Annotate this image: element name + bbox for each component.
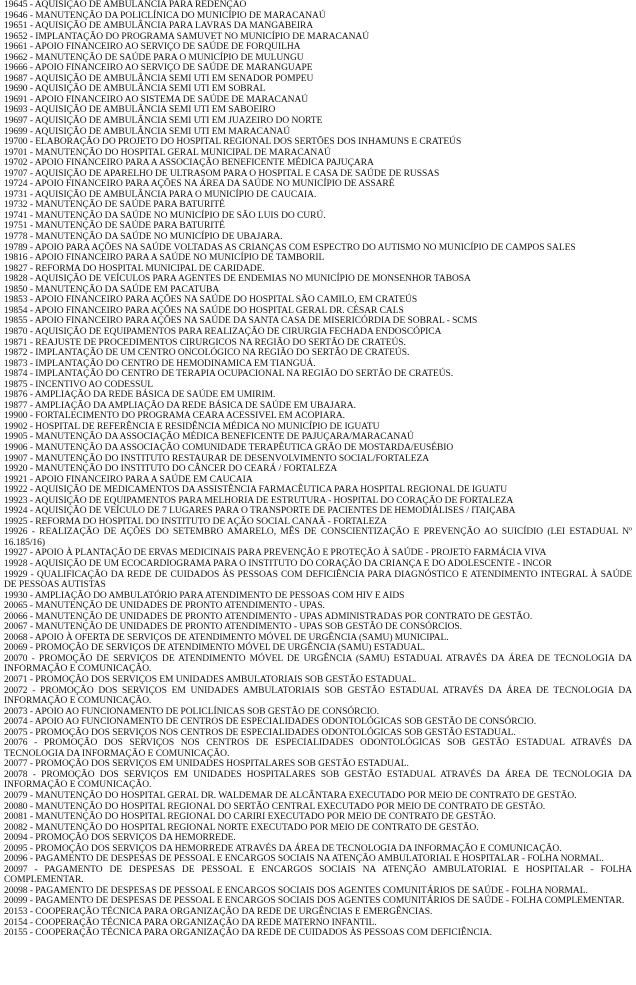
list-item: 19778 - MANUTENÇÃO DA SAÚDE NO MUNICÍPIO DE UBAJARA. bbox=[4, 232, 283, 243]
list-item: 20077 - PROMOÇÃO DOS SERVIÇOS EM UNIDADES HOSPITALARES SOB GESTÃO ESTADUAL. bbox=[4, 759, 409, 770]
list-item: 19927 - APOIO À PLANTAÇÃO DE ERVAS MEDICINAIS PARA PREVENÇÃO E PROTEÇÃO À SAÚDE - PROJETO FARMÁCIA VIVA bbox=[4, 548, 547, 559]
list-item: 19906 - MANUTENÇÃO DA ASSOCIAÇÃO COMUNIDADE TERAPÊUTICA GRÃO DE MOSTARDA/EUSÉBIO bbox=[4, 442, 454, 453]
list-item: 20079 - MANUTENÇÃO DO HOSPITAL GERAL DR. WALDEMAR DE ALCÂNTARA EXECUTADO POR MEIO DE CONTRATO DE GESTÃO. bbox=[4, 791, 577, 802]
list-item: 20153 - COOPERAÇÃO TÉCNICA PARA ORGANIZAÇÃO DA REDE DE URGÊNCIAS E EMERGÊNCIAS. bbox=[4, 907, 433, 918]
list-item: 19877 - AMPLIAÇÃO DA AMPLIAÇÃO DA REDE BÁSICA DE SAÚDE EM UBAJARA. bbox=[4, 400, 356, 411]
list-item: 19871 - REAJUSTE DE PROCEDIMENTOS CIRURGICOS NA REGIÃO DO SERTÃO DE CRATEÚS. bbox=[4, 337, 406, 348]
list-item: 19816 - APOIO FINANCEIRO PARA A SAÚDE NO MUNICÍPIO DE TAMBORIL bbox=[4, 253, 325, 264]
list-item: 20095 - PROMOÇÃO DOS SERVIÇOS DA HEMORREDE ATRAVÉS DA ÁREA DE TECNOLOGIA DA INFORMAÇÃO E COMUNICAÇÃO. bbox=[4, 843, 562, 854]
list-item: 20068 - APOIO À OFERTA DE SERVIÇOS DE ATENDIMENTO MÓVEL DE URGÊNCIA (SAMU) MUNICIPAL. bbox=[4, 632, 449, 643]
list-item: 19907 - MANUTENÇÃO DO INSTITUTO RESTAURAR DE DESENVOLVIMENTO SOCIAL/FORTALEZA bbox=[4, 453, 430, 464]
list-item: 19902 - HOSPITAL DE REFERÊNCIA E RESIDÊNCIA MÉDICA NO MUNICÍPIO DE IGUATU bbox=[4, 421, 380, 432]
list-item: 19850 - MANUTENÇÃO DA SAÚDE EM PACATUBA bbox=[4, 284, 220, 295]
list-item: 20069 - PROMOÇÃO DE SERVIÇOS DE ATENDIMENTO MÓVEL DE URGÊNCIA (SAMU) ESTADUAL. bbox=[4, 643, 426, 654]
list-item: 19900 - FORTALECIMENTO DO PROGRAMA CEARA ACESSIVEL EM ACOPIARA. bbox=[4, 411, 345, 422]
list-item: 20096 - PAGAMENTO DE DESPESAS DE PESSOAL E ENCARGOS SOCIAIS NA ATENÇÃO AMBULATORIAL E HOSPITALAR - FOLHA NORMAL. bbox=[4, 854, 604, 865]
list-item: 19853 - APOIO FINANCEIRO PARA AÇÕES NA SAÚDE DO HOSPITAL SÃO CAMILO, EM CRATEÚS bbox=[4, 295, 418, 306]
list-item: 20154 - COOPERAÇÃO TÉCNICA PARA ORGANIZAÇÃO DA REDE MATERNO INFANTIL. bbox=[4, 917, 377, 928]
list-item: 20081 - MANUTENÇÃO DO HOSPITAL REGIONAL DO CARIRI EXECUTADO POR MEIO DE CONTRATO DE GESTÃO. bbox=[4, 812, 496, 823]
list-item: 19702 - APOIO FINANCEIRO PARA A ASSOCIAÇÃO BENEFICENTE MÉDICA PAJUÇARA bbox=[4, 158, 374, 169]
list-item: 19699 - AQUISIÇÃO DE AMBULÂNCIA SEMI UTI EM MARACANAÚ bbox=[4, 126, 291, 137]
list-item: 19666 - APOIO FINANCEIRO AO SERVIÇO DE SAÚDE DE MARANGUAPE bbox=[4, 63, 313, 74]
list-item: 20065 - MANUTENÇÃO DE UNIDADES DE PRONTO ATENDIMENTO - UPAS. bbox=[4, 601, 325, 612]
list-item: 19645 - AQUISIÇÃO DE AMBULÂNCIA PARA REDENÇÃO bbox=[4, 0, 247, 10]
list-item: 19923 - AQUISIÇÃO DE EQUIPAMENTOS PARA MELHORIA DE ESTRUTURA - HOSPITAL DO CORAÇÃO DE FORTALEZA bbox=[4, 495, 514, 506]
list-item: 19661 - APOIO FINANCEIRO AO SERVIÇO DE SAÚDE DE FORQUILHA bbox=[4, 42, 301, 53]
list-item: 19651 - AQUISIÇÃO DE AMBULÂNCIA PARA LAVRAS DA MANGABEIRA bbox=[4, 21, 314, 32]
list-item: 19921 - APOIO FINANCEIRO PARA A SAÚDE EM CAUCAIA bbox=[4, 474, 253, 485]
list-item: 19751 - MANUTENÇÃO DE SAÚDE PARA BATURITÉ bbox=[4, 221, 225, 232]
list-item: 19828 - AQUISIÇÃO DE VEÍCULOS PARA AGENTES DE ENDEMIAS NO MUNICÍPIO DE MONSENHOR TABOSA bbox=[4, 274, 471, 285]
list-item: 19872 - IMPLANTAÇÃO DE UM CENTRO ONCOLÓGICO NA REGIÃO DO SERTÃO DE CRATEÚS. bbox=[4, 348, 410, 359]
list-item: 20082 - MANUTENÇÃO DO HOSPITAL REGIONAL NORTE EXECUTADO POR MEIO DE CONTRATO DE GESTÃO. bbox=[4, 822, 479, 833]
list-item: 20073 - APOIO AO FUNCIONAMENTO DE POLICLÍNICAS SOB GESTÃO DE CONSÓRCIO. bbox=[4, 706, 379, 717]
list-item: 19925 - REFORMA DO HOSPITAL DO INSTITUTO DE AÇÃO SOCIAL CANAÃ - FORTALEZA bbox=[4, 516, 387, 527]
list-item: 19854 - APOIO FINANCEIRO PARA AÇÕES NA SAÚDE DO HOSPITAL GERAL DR. CÉSAR CALS bbox=[4, 305, 404, 316]
list-item: 19700 - ELABORAÇÃO DO PROJETO DO HOSPITAL REGIONAL DOS SERTÕES DOS INHAMUNS E CRATEÚS bbox=[4, 137, 462, 148]
list-item: 19905 - MANUTENÇÃO DA ASSOCIAÇÃO MÉDICA BENEFICENTE DE PAJUÇARA/MARACANAÚ bbox=[4, 432, 414, 443]
list-item: 19741 - MANUTENÇÃO DA SAÚDE NO MUNICÍPIO DE SÃO LUIS DO CURÚ. bbox=[4, 210, 326, 221]
list-item: 20094 - PROMOÇÃO DOS SERVIÇOS DA HEMORREDE. bbox=[4, 833, 236, 844]
list-item: 19691 - APOIO FINANCEIRO AO SISTEMA DE SAÚDE DE MARACANAÚ bbox=[4, 94, 309, 105]
list-item: 19732 - MANUTENÇÃO DE SAÚDE PARA BATURITÉ bbox=[4, 200, 225, 211]
list-item: 19701 - MANUTENÇÃO DO HOSPITAL GERAL MUNICIPAL DE MARACANAÚ bbox=[4, 147, 331, 158]
list-item: 20072 - PROMOÇÃO DOS SERVIÇOS EM UNIDADES AMBULATORIAIS SOB GESTÃO ESTADUAL ATRAVÉS DA ÁREA DE TECNOLOGIA DA INFORMAÇÃO E COMUNICAÇÃO. bbox=[4, 685, 632, 707]
list-item: 20099 - PAGAMENTO DE DESPESAS DE PESSOAL E ENCARGOS SOCIAIS DOS AGENTES COMUNITÁRIOS DE SAÚDE - FOLHA COMPLEMENTAR. bbox=[4, 896, 625, 907]
list-item: 20074 - APOIO AO FUNCIONAMENTO DE CENTROS DE ESPECIALIDADES ODONTOLÓGICAS SOB GESTÃO DE CONSÓRCIO. bbox=[4, 717, 537, 728]
list-item: 20080 - MANUTENÇÃO DO HOSPITAL REGIONAL DO SERTÃO CENTRAL EXECUTADO POR MEIO DE CONTRATO DE GESTÃO. bbox=[4, 801, 546, 812]
list-item: 19687 - AQUISIÇÃO DE AMBULÂNCIA SEMI UTI EM SENADOR POMPEU bbox=[4, 73, 314, 84]
list-item: 19789 - APOIO PARA AÇÕES NA SAÚDE VOLTADAS AS CRIANÇAS COM ESPECTRO DO AUTISMO NO MUNICÍPIO DE CAMPOS SALES bbox=[4, 242, 576, 253]
list-item: 19876 - AMPLIAÇÃO DA REDE BÁSICA DE SAÚDE EM UMIRIM. bbox=[4, 390, 276, 401]
list-item: 19870 - AQUISIÇÃO DE EQUIPAMENTOS PARA REALIZAÇÃO DE CIRURGIA FECHADA ENDOSCÓPICA bbox=[4, 326, 442, 337]
list-item: 19922 - AQUISIÇÃO DE MEDICAMENTOS DA ASSISTÊNCIA FARMACÊUTICA PARA HOSPITAL REGIONAL DE IGUATU bbox=[4, 485, 507, 496]
list-item: 19930 - AMPLIAÇÃO DO AMBULATÓRIO PARA ATENDIMENTO DE PESSOAS COM HIV E AIDS bbox=[4, 590, 405, 601]
list-item: 20078 - PROMOÇÃO DOS SERVIÇOS EM UNIDADES HOSPITALARES SOB GESTÃO ESTADUAL ATRAVÉS DA ÁREA DE TECNOLOGIA DA INFORMAÇÃO E COMUNICAÇÃO. bbox=[4, 769, 632, 791]
list-item: 19875 - INCENTIVO AO CODESSUL bbox=[4, 379, 153, 390]
list-item: 19707 - AQUISIÇÃO DE APARELHO DE ULTRASOM PARA O HOSPITAL E CASA DE SAÚDE DE RUSSAS bbox=[4, 168, 440, 179]
list-item: 19874 - IMPLANTAÇÃO DO CENTRO DE TERAPIA OCUPACIONAL NA REGIÃO DO SERTÃO DE CRATEÚS. bbox=[4, 369, 454, 380]
list-item: 20067 - MANUTENÇÃO DE UNIDADES DE PRONTO ATENDIMENTO - UPAS SOB GESTÃO DE CONSÓRCIOS. bbox=[4, 622, 462, 633]
list-item: 19926 - REALIZAÇÃO DE AÇÕES DO SETEMBRO AMARELO, MÊS DE CONSCIENTIZAÇÃO E PREVENÇÃO AO SUICÍDIO (LEI ESTADUAL Nº 16.185/16) bbox=[4, 527, 632, 548]
list-item: 20075 - PROMOÇÃO DOS SERVIÇOS NOS CENTROS DE ESPECIALIDADES ODONTOLÓGICAS SOB GESTÃO ESTADUAL. bbox=[4, 727, 516, 738]
list-item: 19920 - MANUTENÇÃO DO INSTITUTO DO CÂNCER DO CEARÁ / FORTALEZA bbox=[4, 464, 338, 475]
list-item: 20070 - PROMOÇÃO DE SERVIÇOS DE ATENDIMENTO MÓVEL DE URGÊNCIA (SAMU) ESTADUAL ATRAVÉS DA ÁREA DE TECNOLOGIA DA INFORMAÇÃO E COMUNICAÇÃO. bbox=[4, 653, 632, 675]
list-item: 19690 - AQUISIÇÃO DE AMBULÂNCIA SEMI UTI EM SOBRAL bbox=[4, 84, 266, 95]
list-item: 19928 - AQUISIÇÃO DE UM ECOCARDIOGRAMA PARA O INSTITUTO DO CORAÇÃO DA CRIANÇA E DO ADOLESCENTE - INCOR bbox=[4, 558, 552, 569]
list-item: 19724 - APOIO FINANCEIRO PARA AÇÕES NA ÁREA DA SAÚDE NO MUNICÍPIO DE ASSARÉ bbox=[4, 179, 395, 190]
list-item: 19646 - MANUTENÇÃO DA POLICLÍNICA DO MUNICÍPIO DE MARACANAÚ bbox=[4, 10, 326, 21]
list-item: 19855 - APOIO FINANCEIRO PARA AÇÕES NA SAÚDE DA SANTA CASA DE MISERICÓRDIA DE SOBRAL - SCMS bbox=[4, 316, 478, 327]
list-item: 19662 - MANUTENÇÃO DE SAÚDE PARA O MUNICÍPIO DE MULUNGU bbox=[4, 52, 304, 63]
list-item: 20098 - PAGAMENTO DE DESPESAS DE PESSOAL E ENCARGOS SOCIAIS DOS AGENTES COMUNITÁRIOS DE SAÚDE - FOLHA NORMAL. bbox=[4, 885, 588, 896]
list-item: 20097 - PAGAMENTO DE DESPESAS DE PESSOAL E ENCARGOS SOCIAIS NA ATENÇÃO AMBULATORIAL E HOSPITALAR - FOLHA COMPLEMENTAR. bbox=[4, 864, 632, 886]
list-item: 20155 - COOPERAÇÃO TÉCNICA PARA ORGANIZAÇÃO DA REDE DE CUIDADOS ÀS PESSOAS COM DEFICIÊNCIA. bbox=[4, 928, 492, 939]
list-item: 20076 - PROMOÇÃO DOS SERVIÇOS NOS CENTROS DE ESPECIALIDADES ODONTOLÓGICAS SOB GESTÃO ESTADUAL ATRAVÉS DA TECNOLOGIA DA INFORMAÇÃO E COMUNICAÇÃO. bbox=[4, 738, 632, 759]
list-item: 19693 - AQUISIÇÃO DE AMBULÂNCIA SEMI UTI EM SABOEIRO bbox=[4, 105, 276, 116]
list-item: 19929 - QUALIFICAÇÃO DA REDE DE CUIDADOS ÀS PESSOAS COM DEFICIÊNCIA PARA DIAGNÓSTICO E ATENDIMENTO INTEGRAL À SAÚDE DE PESSOAS AUTISTAS bbox=[4, 569, 632, 591]
list-item: 19873 - IMPLANTAÇÃO DO CENTRO DE HEMODINAMICA EM TIANGUÁ. bbox=[4, 358, 316, 369]
list-item: 20066 - MANUTENÇÃO DE UNIDADES DE PRONTO ATENDIMENTO - UPAS ADMINISTRADAS POR CONTRATO DE GESTÃO. bbox=[4, 611, 533, 622]
list-item: 19827 - REFORMA DO HOSPITAL MUNICIPAL DE CARIDADE. bbox=[4, 263, 265, 274]
list-item: 20071 - PROMOÇÃO DOS SERVIÇOS EM UNIDADES AMBULATORIAIS SOB GESTÃO ESTADUAL. bbox=[4, 675, 417, 685]
list-item: 19731 - AQUISIÇÃO DE AMBULÂNCIA PARA O MUNICÍPIO DE CAUCAIA. bbox=[4, 189, 317, 200]
list-item: 19924 - AQUISIÇÃO DE VEÍCULO DE 7 LUGARES PARA O TRANSPORTE DE PACIENTES DE HEMODIÁLISES / ITAIÇABA bbox=[4, 506, 516, 517]
list-item: 19697 - AQUISIÇÃO DE AMBULÂNCIA SEMI UTI EM JUAZEIRO DO NORTE bbox=[4, 116, 323, 127]
list-item: 19652 - IMPLANTAÇÃO DO PROGRAMA SAMUVET NO MUNICÍPIO DE MARACANAÚ bbox=[4, 31, 370, 42]
